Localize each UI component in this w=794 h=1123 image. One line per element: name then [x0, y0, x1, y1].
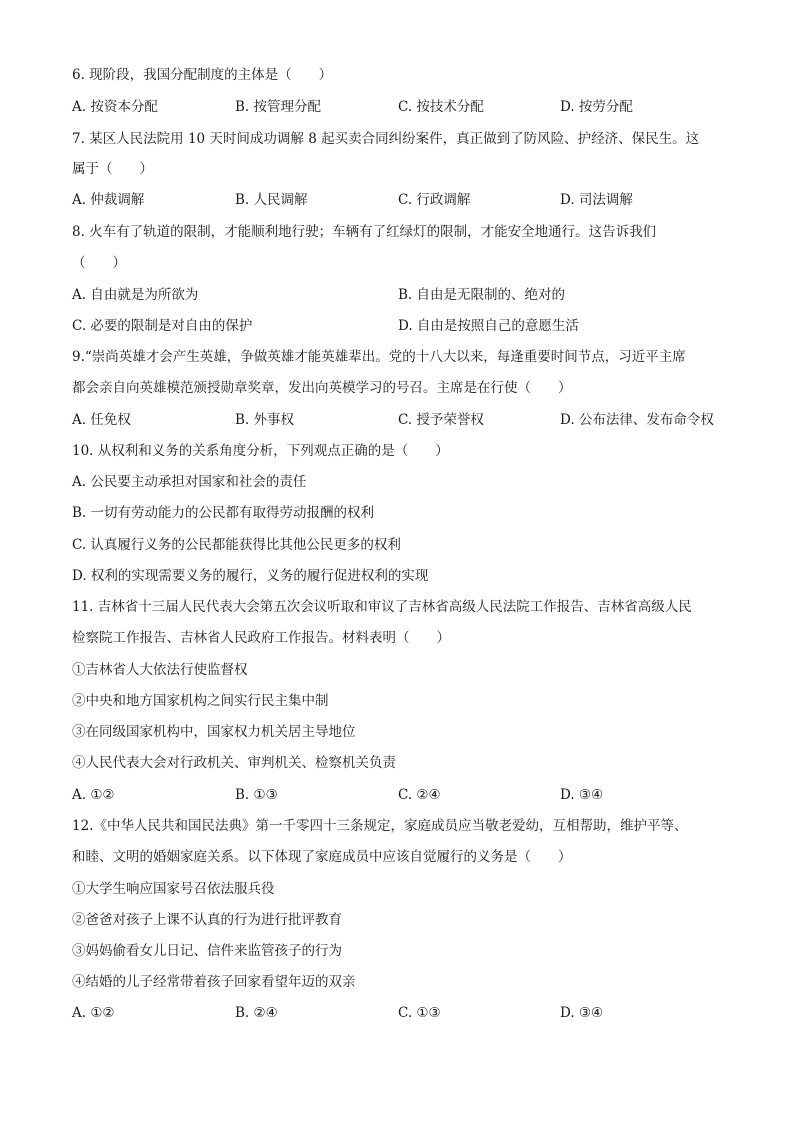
q12-stem-line1: 12.《中华人民共和国民法典》第一千零四十三条规定，家庭成员应当敬老爱幼，互相帮助，维护平等、: [72, 818, 688, 834]
q12-statement-2: ②爸爸对孩子上课不认真的行为进行批评教育: [72, 912, 342, 928]
q8-option-c: C. 必要的限制是对自由的保护: [72, 318, 253, 334]
q11-statement-1: ①吉林省人大依法行使监督权: [72, 662, 248, 678]
q7-option-a: A. 仲裁调解: [72, 192, 145, 208]
q9-stem-line2: 都会亲自向英雄模范颁授勋章奖章，发出向英模学习的号召。主席是在行使（ ）: [72, 380, 572, 396]
q9-option-a: A. 任免权: [72, 412, 131, 428]
q9-option-d: D. 公布法律、发布命令权: [560, 412, 714, 428]
q10-option-a: A. 公民要主动承担对国家和社会的责任: [72, 474, 307, 490]
q6-option-a: A. 按资本分配: [72, 99, 158, 115]
q9-option-b: B. 外事权: [235, 412, 295, 428]
q6-stem: 6. 现阶段，我国分配制度的主体是（ ）: [72, 67, 333, 83]
q11-statement-3: ③在同级国家机构中，国家权力机关居主导地位: [72, 724, 356, 740]
q8-option-d: D. 自由是按照自己的意愿生活: [398, 318, 579, 334]
q10-option-c: C. 认真履行义务的公民都能获得比其他公民更多的权利: [72, 537, 401, 553]
q12-option-b: B. ②④: [235, 1005, 278, 1021]
q6-option-c: C. 按技术分配: [398, 99, 484, 115]
q11-stem-line1: 11. 吉林省十三届人民代表大会第五次会议听取和审议了吉林省高级人民法院工作报告、吉林省高级人民: [72, 599, 692, 615]
q12-stem-line2: 和睦、文明的婚姻家庭关系。以下体现了家庭成员中应该自觉履行的义务是（ ）: [72, 849, 572, 865]
q6-option-d: D. 按劳分配: [560, 99, 633, 115]
q8-option-b: B. 自由是无限制的、绝对的: [398, 287, 566, 303]
q10-option-b: B. 一切有劳动能力的公民都有取得劳动报酬的权利: [72, 505, 375, 521]
q6-option-b: B. 按管理分配: [235, 99, 322, 115]
q7-option-c: C. 行政调解: [398, 192, 471, 208]
q7-stem-line1: 7. 某区人民法院用 10 天时间成功调解 8 起买卖合同纠纷案件，真正做到了防风险、护经济、保民生。这: [72, 131, 700, 147]
q12-option-c: C. ①③: [398, 1005, 441, 1021]
q12-statement-3: ③妈妈偷看女儿日记、信件来监管孩子的行为: [72, 943, 342, 959]
q11-statement-2: ②中央和地方国家机构之间实行民主集中制: [72, 693, 329, 709]
q11-option-a: A. ①②: [72, 787, 115, 803]
q10-stem: 10. 从权利和义务的关系角度分析，下列观点正确的是（ ）: [72, 443, 449, 459]
q9-option-c: C. 授予荣誉权: [398, 412, 484, 428]
q7-option-b: B. 人民调解: [235, 192, 308, 208]
q11-statement-4: ④人民代表大会对行政机关、审判机关、检察机关负责: [72, 755, 396, 771]
q7-option-d: D. 司法调解: [560, 192, 633, 208]
q7-stem-line2: 属于（ ）: [72, 161, 153, 177]
q11-stem-line2: 检察院工作报告、吉林省人民政府工作报告。材料表明（ ）: [72, 630, 450, 646]
q8-option-a: A. 自由就是为所欲为: [72, 287, 199, 303]
q11-option-c: C. ②④: [398, 787, 441, 803]
q12-statement-1: ①大学生响应国家号召依法服兵役: [72, 881, 275, 897]
q10-option-d: D. 权利的实现需要义务的履行，义务的履行促进权利的实现: [72, 568, 429, 584]
q11-option-d: D. ③④: [560, 787, 604, 803]
q12-statement-4: ④结婚的儿子经常带着孩子回家看望年迈的双亲: [72, 974, 356, 990]
q8-stem-line2: （ ）: [72, 255, 126, 271]
q11-option-b: B. ①③: [235, 787, 278, 803]
q9-stem-line1: 9.“崇尚英雄才会产生英雄，争做英雄才能英雄辈出。党的十八大以来，每逢重要时间节点，习近平主席: [72, 349, 686, 365]
q12-option-a: A. ①②: [72, 1005, 115, 1021]
q12-option-d: D. ③④: [560, 1005, 604, 1021]
q8-stem-line1: 8. 火车有了轨道的限制，才能顺利地行驶；车辆有了红绿灯的限制，才能安全地通行。这告诉我们: [72, 224, 657, 240]
